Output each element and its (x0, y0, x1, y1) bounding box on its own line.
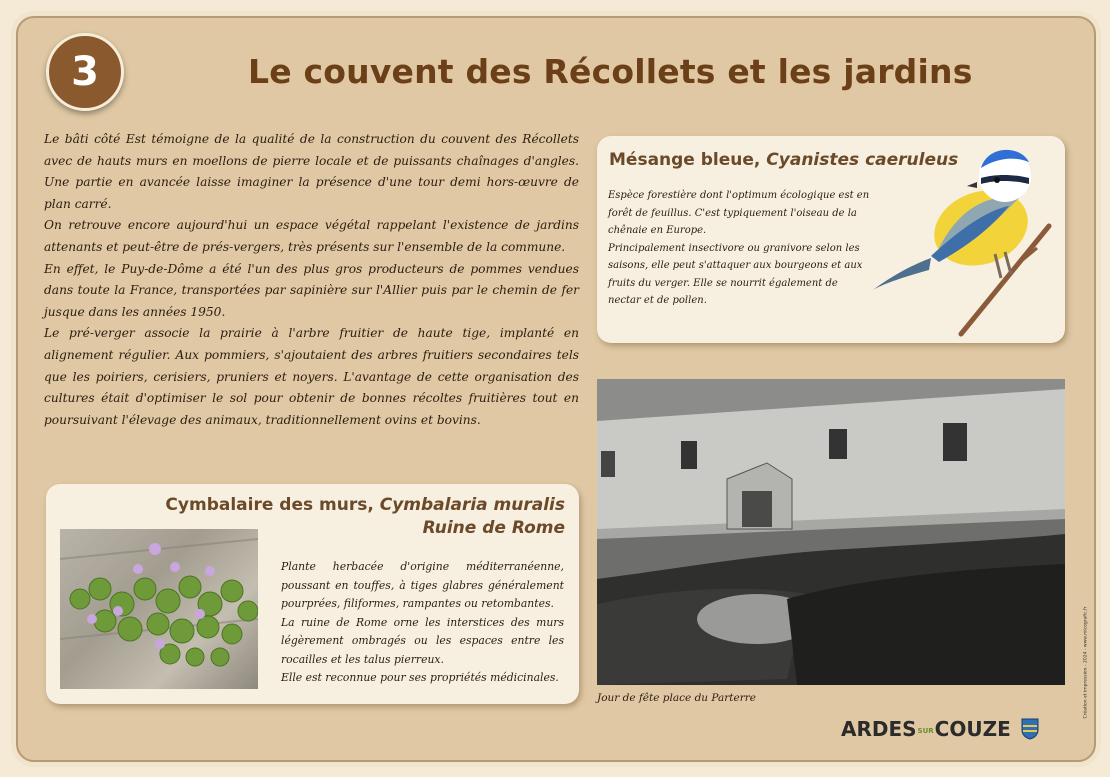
town-crest-icon (1021, 718, 1039, 740)
photo-caption: Jour de fête place du Parterre (597, 692, 756, 704)
logo-sur: SUR (917, 726, 934, 735)
bird-name: Mésange bleue, (609, 150, 767, 170)
intro-paragraph: En effet, le Puy-de-Dôme a été l'un des plus gros producteurs de pommes vendues dans toute la France, transportées par sapinière sur l'Allier puis par le chemin de fer jusque dans les années 1950. (44, 261, 579, 319)
intro-paragraph: Le pré-verger associe la prairie à l'arbre fruitier de haute tige, implanté en alignement régulier. Aux pommiers, s'ajoutaient des arbres fruitiers secondaires tels que les poiriers, cerisiers, pruniers et noyers. L'avantage de cette organisation des cultures était d'optimiser le sol pour obtenir de bonnes récoltes fruitières tout en poursuivant l'élevage des animaux, traditionnellement ovins et bovins. (44, 326, 579, 427)
bird-paragraph: Espèce forestière dont l'optimum écologique est en forêt de feuillus. C'est typiquement l'oiseau de la chênaie en Europe. (608, 190, 870, 236)
bird-latin-name: Cyanistes caeruleus (766, 150, 959, 170)
logo-couze: COUZE (934, 717, 1011, 741)
town-logo (841, 717, 1039, 741)
plant-description (281, 558, 564, 688)
bird-card (597, 136, 1065, 343)
bird-paragraph: Principalement insectivore ou granivore selon les saisons, elle peut s'attaquer aux bourgeons et aux fruits du verger. Elle se nourrit également de nectar et de pollen. (608, 242, 863, 306)
plant-latin-name: Cymbalaria muralis (379, 495, 565, 515)
plant-paragraph: La ruine de Rome orne les interstices des murs légèrement ombragés ou les espaces entre les rocailles et les talus pierreux. (281, 615, 564, 666)
station-number-badge: 3 (46, 33, 124, 111)
logo-ardes: ARDES (841, 717, 917, 741)
historic-photo (597, 379, 1065, 685)
plant-paragraph: Elle est reconnue pour ses propriétés médicinales. (281, 671, 559, 684)
plant-paragraph: Plante herbacée d'origine méditerranéenne, poussant en touffes, à tiges glabres généralement pourprées, filiformes, rampantes ou retombantes. (281, 560, 564, 610)
intro-paragraph: On retrouve encore aujourd'hui un espace végétal rappelant l'existence de jardins attenants et peut-être de prés-vergers, très présents sur l'ensemble de la commune. (44, 218, 579, 254)
plant-common-name: Ruine de Rome (422, 518, 565, 538)
printer-credit (1068, 606, 1089, 719)
plant-card (46, 484, 579, 704)
ivy-leaved-toadflax-photo (60, 529, 258, 689)
page-title: Le couvent des Récollets et les jardins (248, 52, 973, 91)
intro-paragraph: Le bâti côté Est témoigne de la qualité de la construction du couvent des Récollets avec de hauts murs en moellons de pierre locale et de puissants chaînages d'angles. Une partie en avancée laisse imaginer la présence d'une tour demi hors-œuvre de plan carré. (44, 132, 579, 211)
blue-tit-illustration (869, 138, 1065, 338)
bird-description (608, 187, 873, 310)
intro-text (44, 129, 579, 431)
plant-name: Cymbalaire des murs, (165, 495, 380, 515)
credit-text: Création et impression - 2024 - www.micografic.fr (1083, 606, 1089, 719)
